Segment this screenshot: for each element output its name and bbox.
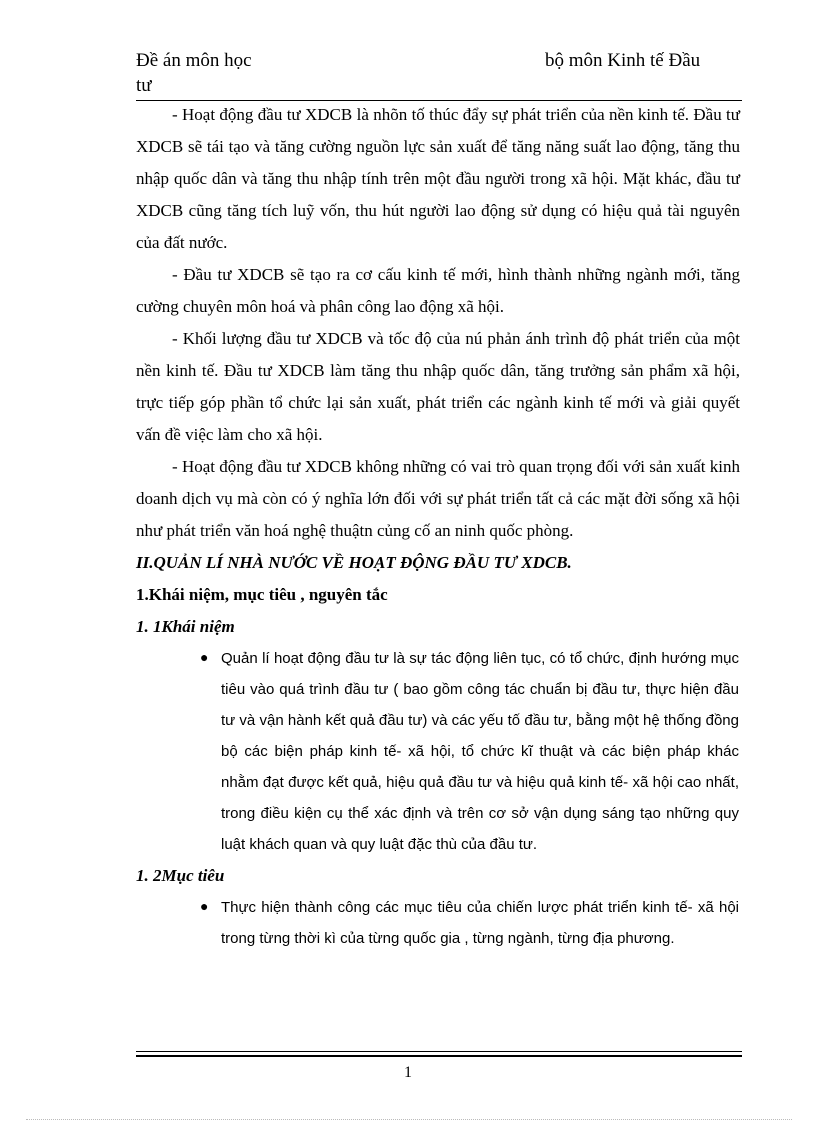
paragraph-social-role: - Hoạt động đầu tư XDCB không những có vai trò quan trọng đối với sản xuất kinh doanh dịch vụ mà còn có ý nghĩa lớn đối với sự phát triển tất cả các mặt đời sống xã hội như phát triển văn hoá nghệ thuậtn củng cố an ninh quốc phòng. xyxy=(136,457,740,540)
concept-title: 1. 1Khái niệm xyxy=(136,617,235,636)
objective-title: 1. 2Mục tiêu xyxy=(136,866,225,885)
section-title: II.QUẢN LÍ NHÀ NƯỚC VỀ HOẠT ĐỘNG ĐẦU TƯ XDCB. xyxy=(136,553,572,572)
paragraph-role-growth: - Hoạt động đầu tư XDCB là nhõn tố thúc đẩy sự phát triển của nền kinh tế. Đầu tư XDCB sẽ tái tạo và tăng cường nguồn lực sản xuất để tăng năng suất lao động, tăng thu nhập quốc dân và tăng thu nhập tính trên một đầu người trong xã hội. Mặt khác, đầu tư XDCB cũng tăng tích luỹ vốn, thu hút người lao động sử dụng có hiệu quả tài nguyên của đất nước. xyxy=(136,105,740,252)
paragraph-economic-structure: - Đầu tư XDCB sẽ tạo ra cơ cấu kinh tế mới, hình thành những ngành mới, tăng cường chuyên môn hoá và phân công lao động xã hội. xyxy=(136,265,740,316)
page-number: 1 xyxy=(404,1064,412,1081)
document-body xyxy=(136,99,740,954)
page-bottom-border xyxy=(26,1119,792,1120)
subsection-title: 1.Khái niệm, mục tiêu , nguyên tắc xyxy=(136,585,388,604)
header-course-title: Đề án môn học xyxy=(136,50,252,71)
header-course-title-continued: tư xyxy=(136,75,152,96)
objective-bullet xyxy=(200,892,739,954)
objective-bullet-text: Thực hiện thành công các mục tiêu của chiến lược phát triển kinh tế- xã hội trong từng thời kì của từng quốc gia , từng ngành, từng địa phương. xyxy=(221,899,739,947)
footer-rule-thick xyxy=(136,1055,742,1057)
concept-bullet xyxy=(200,643,739,860)
paragraph-investment-volume: - Khối lượng đầu tư XDCB và tốc độ của nú phản ánh trình độ phát triển của một nền kinh tế. Đầu tư XDCB làm tăng thu nhập quốc dân, tăng trưởng sản phẩm xã hội, trực tiếp góp phần tổ chức lại sản xuất, phát triển các ngành kinh tế mới và giải quyết vấn đề việc làm cho xã hội. xyxy=(136,329,740,444)
footer-rule-thin xyxy=(136,1051,742,1052)
header-department: bộ môn Kinh tế Đầu xyxy=(545,50,701,71)
bullet-icon: ● xyxy=(200,900,209,915)
concept-bullet-text: Quản lí hoạt động đầu tư là sự tác động liên tục, có tổ chức, định hướng mục tiêu vào quá trình đầu tư ( bao gồm công tác chuẩn bị đầu tư, thực hiện đầu tư và vận hành kết quả đầu tư) và các yếu tố đầu tư, bằng một hệ thống đồng bộ các biện pháp kinh tế- xã hội, tổ chức kĩ thuật và các biện pháp khác nhằm đạt được kết quả, hiệu quả đầu tư và hiệu quả kinh tế- xã hội cao nhất, trong điều kiện cụ thể xác định và trên cơ sở vận dụng sáng tạo những quy luật khách quan và quy luật đặc thù của đầu tư. xyxy=(221,650,739,853)
bullet-icon: ● xyxy=(200,651,209,666)
